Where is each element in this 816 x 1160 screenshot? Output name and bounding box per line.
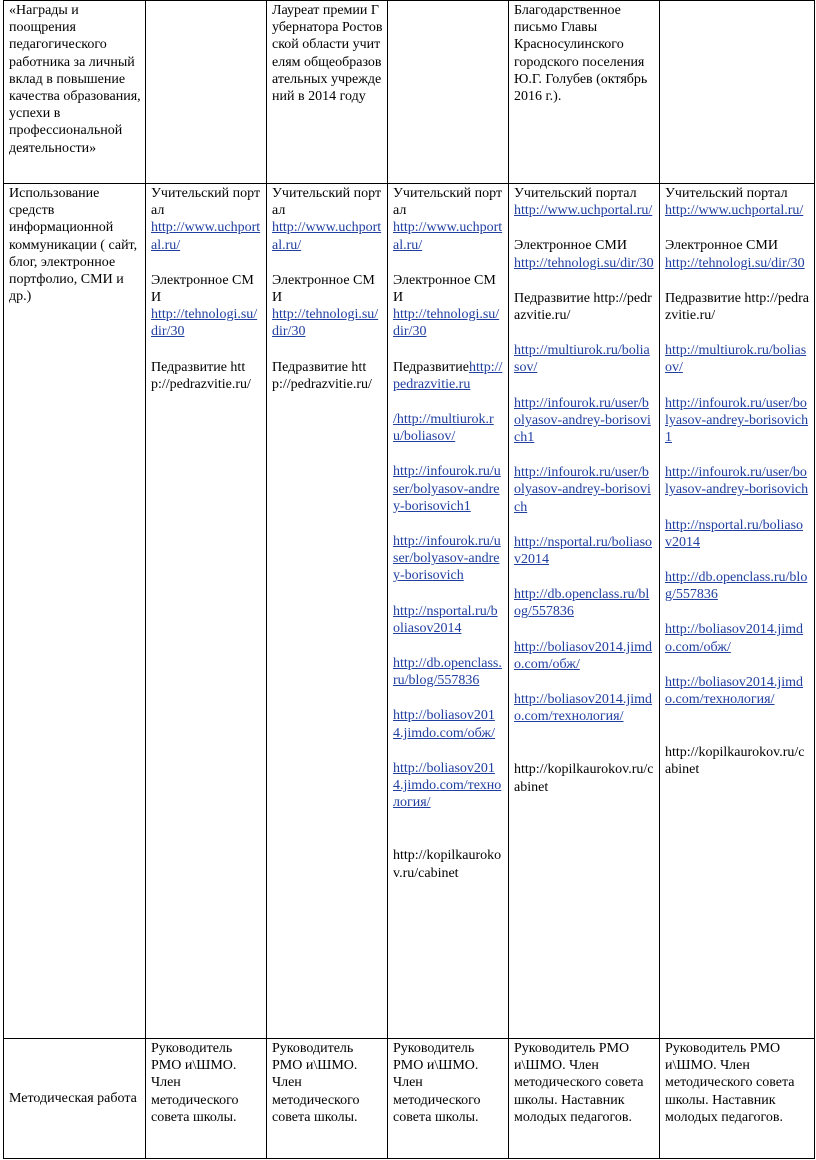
ict-link[interactable]: http://infourok.ru/user/bolyasov-andrey-borisovich — [514, 465, 651, 515]
method-cell-5: Руководитель РМО и\ШМО. Член методического совета школы. Наставник молодых педагогов. — [509, 1039, 660, 1159]
ict-link[interactable]: http://boliasov2014.jimdo.com/обж/ — [514, 639, 653, 672]
awards-letter-cell: Благодарственное письмо Главы Красносулинского городского поселения Ю.Г. Голубев (октябрь 2016 г.). — [509, 1, 660, 184]
table-row-ict — [4, 184, 815, 1039]
ict-text: Учительский портал — [272, 186, 382, 219]
ict-text: Педразвитие http://pedrazvitie.ru/ — [514, 290, 652, 324]
ict-link[interactable]: http://boliasov2014.jimdo.com/обж/ — [393, 708, 495, 741]
ict-link[interactable]: http://infourok.ru/user/bolyasov-andrey-borisovich — [665, 465, 809, 498]
ict-link[interactable]: http://db.openclass.ru/blog/557836 — [514, 587, 650, 620]
ict-link[interactable]: http://nsportal.ru/boliasov2014 — [665, 517, 804, 550]
ict-link[interactable]: http://pedrazvitie.ru — [393, 359, 503, 392]
awards-governor-prize-cell: Лауреат премии Губернатора Ростовской области учителям общеобразовательных учреждений в 2014 году — [267, 1, 388, 184]
table-row-awards — [4, 1, 815, 184]
ict-cell-3 — [267, 184, 388, 1039]
ict-cell-4 — [388, 184, 509, 1039]
ict-link[interactable]: http://tehnologi.su/dir/30 — [514, 255, 654, 271]
awards-cell-2 — [146, 1, 267, 184]
method-label-cell: Методическая работа — [4, 1039, 146, 1159]
ict-link[interactable]: http://nsportal.ru/boliasov2014 — [393, 603, 498, 636]
ict-text: Учительский портал — [665, 186, 788, 201]
ict-link[interactable]: http://www.uchportal.ru/ — [272, 220, 382, 253]
teacher-portfolio-table — [3, 0, 815, 1159]
ict-text: Педразвитие http://pedrazvitie.ru/ — [272, 359, 372, 392]
awards-cell-6 — [660, 1, 815, 184]
ict-text: Электронное СМИ — [272, 272, 375, 306]
ict-link[interactable]: http://tehnologi.su/dir/30 — [393, 307, 500, 340]
ict-text: Педразвитие — [393, 359, 469, 375]
ict-link[interactable]: http://boliasov2014.jimdo.com/технология/ — [393, 760, 502, 811]
ict-link[interactable]: http://tehnologi.su/dir/30 — [151, 307, 258, 340]
ict-text: Электронное СМИ — [665, 238, 778, 254]
ict-text: http://kopilkaurokov.ru/cabinet — [393, 848, 502, 881]
ict-cell-6 — [660, 184, 815, 1039]
method-cell-2: Руководитель РМО и\ШМО. Член методического совета школы. — [146, 1039, 267, 1159]
ict-link[interactable]: http://infourok.ru/user/bolyasov-andrey-borisovich — [393, 534, 501, 584]
ict-text: http://kopilkaurokov.ru/cabinet — [514, 762, 654, 795]
ict-link[interactable]: http://www.uchportal.ru/ — [151, 220, 261, 253]
ict-link[interactable]: http://tehnologi.su/dir/30 — [272, 307, 379, 340]
ict-link[interactable]: http://db.openclass.ru/blog/557836 — [393, 656, 502, 689]
ict-link[interactable]: http://www.uchportal.ru/ — [393, 220, 503, 253]
ict-link[interactable]: http://multiurok.ru/boliasov/ — [514, 343, 650, 376]
ict-text: Педразвитие http://pedrazvitie.ru/ — [151, 359, 251, 392]
ict-link[interactable]: http://nsportal.ru/boliasov2014 — [514, 534, 653, 568]
ict-cell-2 — [146, 184, 267, 1039]
ict-link[interactable]: http://www.uchportal.ru/ — [514, 203, 653, 219]
ict-link[interactable]: http://boliasov2014.jimdo.com/технология/ — [514, 692, 653, 725]
ict-text: Учительский портал — [393, 186, 503, 219]
method-cell-3: Руководитель РМО и\ШМО. Член методического совета школы. — [267, 1039, 388, 1159]
ict-link[interactable]: /http://multiurok.ru/boliasov/ — [393, 412, 494, 445]
ict-label-cell: Использование средств информационной коммуникации ( сайт, блог, электронное портфолио, СМИ и др.) — [4, 184, 146, 1039]
table-row-method — [4, 1039, 815, 1159]
method-cell-6: Руководитель РМО и\ШМО. Член методического совета школы. Наставник молодых педагогов. — [660, 1039, 815, 1159]
ict-text: Электронное СМИ — [393, 272, 496, 306]
ict-text: Учительский портал — [514, 186, 637, 201]
ict-cell-5 — [509, 184, 660, 1039]
ict-text: Педразвитие http://pedrazvitie.ru/ — [665, 290, 809, 324]
method-cell-4: Руководитель РМО и\ШМО. Член методического совета школы. — [388, 1039, 509, 1159]
ict-text: Электронное СМИ — [151, 272, 254, 306]
ict-text: Учительский портал — [151, 186, 261, 219]
ict-link[interactable]: http://boliasov2014.jimdo.com/обж/ — [665, 622, 804, 655]
ict-link[interactable]: http://multiurok.ru/boliasov/ — [665, 343, 807, 376]
ict-link[interactable]: http://tehnologi.su/dir/30 — [665, 255, 805, 271]
ict-link[interactable]: http://infourok.ru/user/bolyasov-andrey-borisovich1 — [665, 395, 809, 446]
ict-link[interactable]: http://db.openclass.ru/blog/557836 — [665, 570, 808, 603]
ict-link[interactable]: http://infourok.ru/user/bolyasov-andrey-borisovich1 — [514, 395, 651, 446]
awards-cell-4 — [388, 1, 509, 184]
ict-link[interactable]: http://boliasov2014.jimdo.com/технология/ — [665, 674, 804, 708]
ict-link[interactable]: http://www.uchportal.ru/ — [665, 203, 804, 219]
ict-link[interactable]: http://infourok.ru/user/bolyasov-andrey-borisovich1 — [393, 464, 501, 514]
ict-text: Электронное СМИ — [514, 238, 627, 254]
ict-text: http://kopilkaurokov.ru/cabinet — [665, 745, 805, 778]
awards-label-cell: «Награды и поощрения педагогического работника за личный вклад в повышение качества образования, успехи в профессиональной деятельности» — [4, 1, 146, 184]
